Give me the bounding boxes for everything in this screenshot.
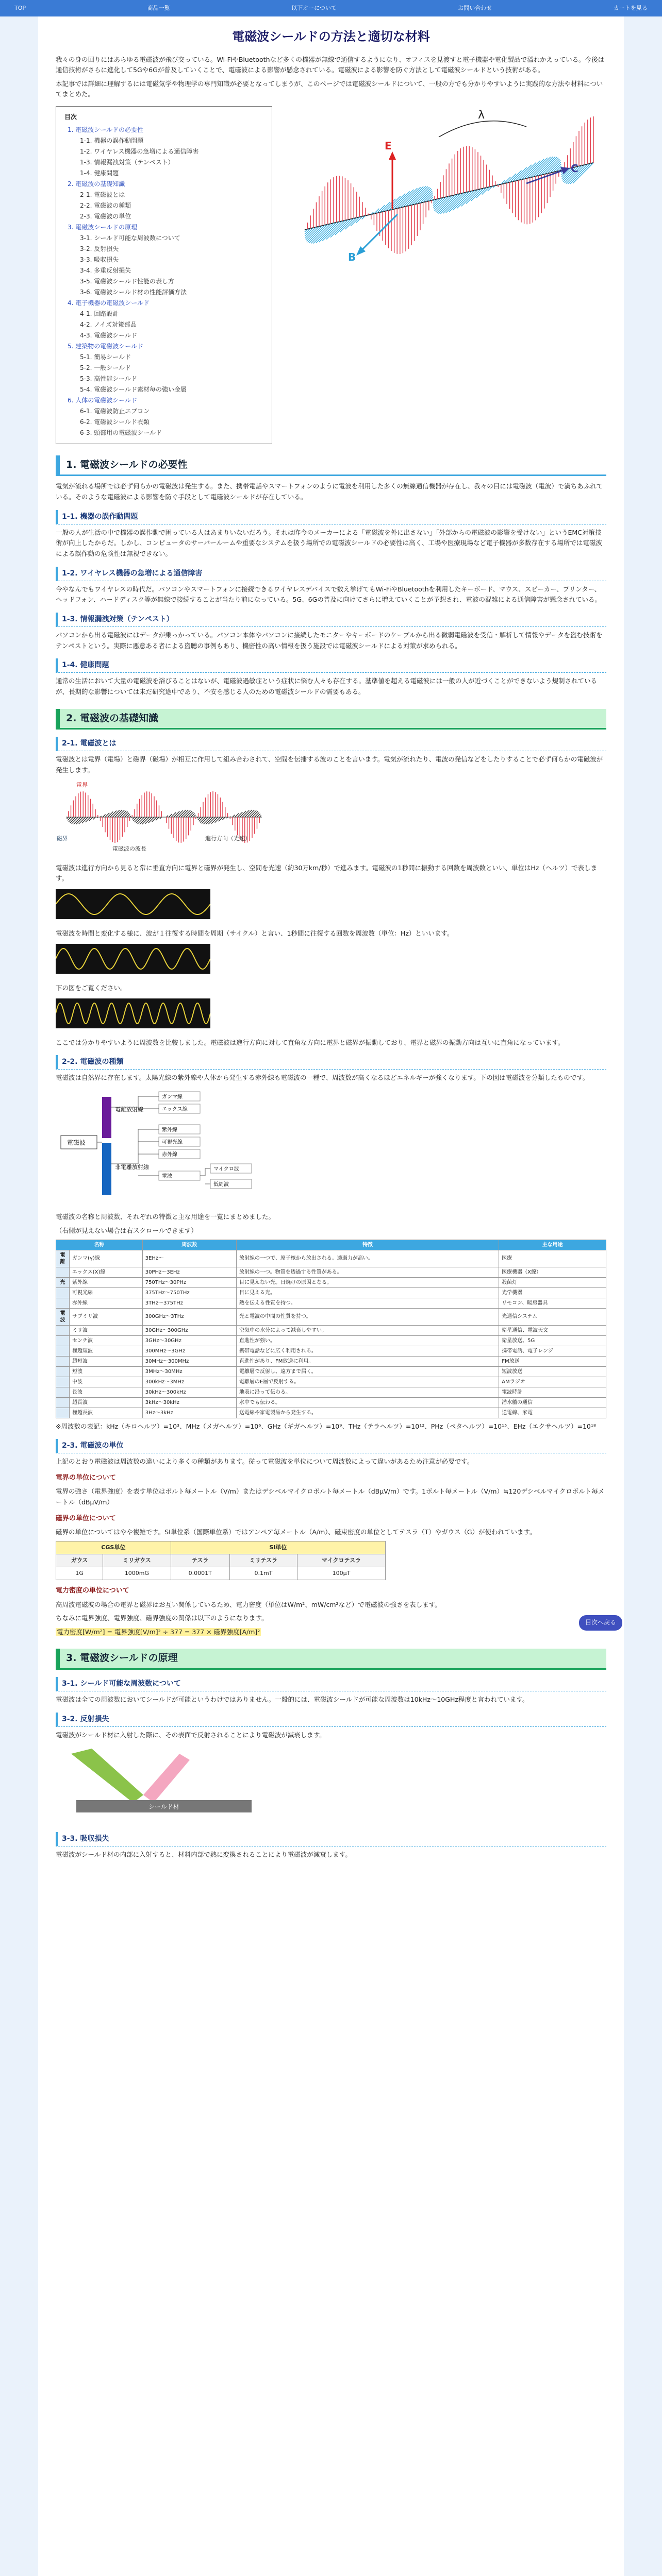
table-row: 電波 サブミリ波 300GHz〜3THz 光と電波の中間の性質を持つ。 光通信システム <box>56 1308 606 1325</box>
toc-item[interactable]: 2-3. 電磁波の単位 <box>80 213 131 221</box>
wave-sample-2 <box>56 944 210 974</box>
toc-item[interactable]: 6-2. 電磁波シールド衣類 <box>80 418 150 426</box>
subsection-body: パソコンから出る電磁波にはデータが乗っかっている。パソコン本体やパソコンに接続したモニターやキーボードのケーブルから出る微弱電磁波を受信・解析して情報やデータを盗む技術をテンペストという。実際に悪意ある者による盗聴の事例もあり、機密性の高い情報を扱う施設では電磁波シールドによる対策が求められる。 <box>56 631 603 650</box>
subsection-heading: 2-1. 電磁波とは <box>56 737 606 751</box>
article <box>38 16 624 2576</box>
svg-text:ガンマ線: ガンマ線 <box>162 1094 183 1100</box>
shield-label: シールド材 <box>148 1803 179 1811</box>
table-of-contents <box>56 106 272 444</box>
svg-text:マイクロ波: マイクロ波 <box>213 1166 239 1172</box>
unit-heading: 磁界の単位について <box>56 1514 116 1522</box>
toc-item[interactable]: 4-3. 電磁波シールド <box>80 332 137 340</box>
frequency-note: ※周波数の表記：kHz（キロヘルツ）=10³、MHz（メガヘルツ）=10⁶、GHz（ギガヘルツ）=10⁹、THz（テラヘルツ）=10¹²、PHz（ペタヘルツ）=10¹⁵、EHz（エクサヘルツ）=10¹⁸ <box>56 1422 596 1430</box>
subsection-heading: 3-3. 吸収損失 <box>56 1832 606 1846</box>
nav-contact[interactable]: お問い合わせ <box>458 4 492 11</box>
toc-item[interactable]: 6. 人体の電磁波シールド <box>68 397 138 404</box>
em-wave-diagram <box>56 778 272 856</box>
table-header: 名称 <box>56 1240 143 1250</box>
toc-item[interactable]: 3-4. 多重反射損失 <box>80 267 131 275</box>
paragraph: 磁界の単位についてはやや複雑です。SI単位系（国際単位系）ではアンペア毎メートル（A/m）、磁束密度の単位としてテスラ（T）やガウス（G）が使われています。 <box>56 1528 536 1536</box>
paragraph: 高周波電磁波の場合の電界と磁界はお互い関係しているため、電力密度（単位はW/m²、mW/cm²など）で電磁波の強さを表します。 <box>56 1600 441 1608</box>
subsection-heading: 3-1. シールド可能な周波数について <box>56 1677 606 1691</box>
intro-paragraph: 我々の身の回りにはあらゆる電磁波が飛び交っている。Wi-FiやBluetoothなど多くの機器が無線で通信するようになり、オフィスを見渡すと電子機器や電化製品で溢れかえっている。今後は通信技術がさらに進化して5Gや6Gが普及していくことで、電磁波による影響が懸念されている。電磁波による影響を防ぐ方法として電磁波シールドという技術がある。 <box>56 55 605 74</box>
paragraph: 電磁波を時間と変化する様に、波が１往復する時間を周期（サイクル）と言い、1秒間に往復する回数を周波数（単位：Hz）といいます。 <box>56 929 454 937</box>
subsection-heading: 3-2. 反射損失 <box>56 1713 606 1727</box>
reflection-diagram <box>56 1743 272 1821</box>
toc-item[interactable]: 4-2. ノイズ対策部品 <box>80 321 137 329</box>
em-wave-illustration <box>282 106 606 281</box>
toc-title: 目次 <box>64 113 77 121</box>
svg-text:低周波: 低周波 <box>213 1181 229 1188</box>
table-row: 赤外線 3THz〜375THz 熱を伝える性質を持つ。 リモコン、暖房器具 <box>56 1298 606 1308</box>
intro <box>56 55 606 100</box>
svg-text:電磁波: 電磁波 <box>67 1139 86 1146</box>
paragraph: 電磁波がシールド材に入射した際に、その表面で反射されることにより電磁波が減衰します。 <box>56 1731 326 1739</box>
paragraph: 電磁波は進行方向から見ると常に垂直方向に電界と磁界が発生し、空間を光速（約30万km/秒）で進みます。電磁波の1秒間に振動する回数を周波数といい、単位はHz（ヘルツ）で表します。 <box>56 863 597 883</box>
frequency-table <box>56 1240 606 1418</box>
toc-item[interactable]: 1. 電磁波シールドの必要性 <box>68 126 144 134</box>
table-row: 短波 3MHz〜30MHz 電離層で反射し、遠方まで届く。 短波放送 <box>56 1366 606 1377</box>
em-classification-tree <box>56 1087 262 1205</box>
toc-list <box>64 125 263 438</box>
formula: 電力密度[W/m²] = 電界強度[V/m]² ÷ 377 = 377 × 磁界強度[A/m]² <box>57 1628 260 1636</box>
table-header: 周波数 <box>142 1240 236 1250</box>
nav-about[interactable]: 以下オーについて <box>291 4 337 11</box>
toc-item[interactable]: 6-1. 電磁波防止エプロン <box>80 408 150 415</box>
paragraph: 電磁波の名称と周波数、それぞれの特徴と主な用途を一覧にまとめました。 <box>56 1213 275 1221</box>
svg-text:非電離放射線: 非電離放射線 <box>115 1163 149 1171</box>
toc-item[interactable]: 1-3. 情報漏洩対策（テンペスト） <box>80 159 174 166</box>
table-row: 極超長波 3Hz〜3kHz 送電線や家電製品から発生する。 送電線、家電 <box>56 1408 606 1418</box>
toc-item[interactable]: 1-1. 機器の誤作動問題 <box>80 137 144 145</box>
paragraph: 電磁波は自然界に存在します。太陽光線の紫外線や人体から発生する赤外線も電磁波の一種で、周波数が高くなるほどエネルギーが強くなります。下の図は電磁波を分類したものです。 <box>56 1074 589 1082</box>
section-3-heading: 3. 電磁波シールドの原理 <box>56 1649 606 1669</box>
magnetic-field-label: 磁界 <box>57 835 68 842</box>
toc-item[interactable]: 3-6. 電磁波シールド材の性能評価方法 <box>80 289 187 296</box>
toc-item[interactable]: 3-2. 反射損失 <box>80 245 119 253</box>
toc-item[interactable]: 3-5. 電磁波シールド性能の表し方 <box>80 278 174 285</box>
table-row: ミリ波 30GHz〜300GHz 空気中の水分によって減衰しやすい。 衛星通信、電波天文 <box>56 1325 606 1335</box>
section-2-heading: 2. 電磁波の基礎知識 <box>56 709 606 730</box>
svg-text:赤外線: 赤外線 <box>162 1151 177 1158</box>
toc-item[interactable]: 4. 電子機器の電磁波シールド <box>68 299 150 307</box>
toc-item[interactable]: 2-2. 電磁波の種類 <box>80 202 131 210</box>
unit-heading: 電界の単位について <box>56 1474 116 1482</box>
toc-item[interactable]: 5-2. 一般シールド <box>80 364 131 372</box>
toc-item[interactable]: 5. 建築物の電磁波シールド <box>68 343 144 350</box>
subsection-body: 今やなんでもワイヤレスの時代だ。パソコンやスマートフォンに接続できるワイヤレスデバイスで数え挙げてもWi-FiやBluetoothを利用したキーボード、マウス、スピーカー、プリンター、ヘッドフォン、ハードディスク等が無線で接続することが当たり前になっている。5G、6Gの普及に向けてさらに増えていくことが予想され、電波の混雑による通信障害が懸念されている。 <box>56 585 602 604</box>
toc-item[interactable]: 2-1. 電磁波とは <box>80 191 125 199</box>
toc-item[interactable]: 1-4. 健康問題 <box>80 170 119 177</box>
c-label: C <box>571 162 578 175</box>
toc-item[interactable]: 4-1. 回路設計 <box>80 310 119 318</box>
table-row: 超長波 3kHz〜30kHz 水中でも伝わる。 潜水艦の通信 <box>56 1397 606 1408</box>
table-header: 特徴 <box>236 1240 499 1250</box>
paragraph: ちなみに電界強度、電界強度、磁界強度の関係は以下のようになります。 <box>56 1614 268 1622</box>
toc-item[interactable]: 3-3. 吸収損失 <box>80 256 119 264</box>
table-row: 可視光線 375THz〜750THz 目に見える光。 光学機器 <box>56 1287 606 1298</box>
toc-item[interactable]: 3. 電磁波シールドの原理 <box>68 224 138 231</box>
table-row: 超短波 30MHz〜300MHz 直進性があり、FM放送に利用。 FM放送 <box>56 1356 606 1366</box>
svg-text:可視光線: 可視光線 <box>162 1139 183 1145</box>
electric-field-wave <box>305 116 593 254</box>
section-1-heading: 1. 電磁波シールドの必要性 <box>56 455 606 476</box>
unit-heading: 電力密度の単位について <box>56 1587 129 1595</box>
subsection-heading: 1-2. ワイヤレス機器の急増による通信障害 <box>56 567 606 581</box>
table-header: 主な用途 <box>499 1240 606 1250</box>
page-title: 電磁波シールドの方法と適切な材料 <box>232 29 430 44</box>
electric-field-label: 電界 <box>76 782 88 789</box>
toc-item[interactable]: 5-4. 電磁波シールド素材毎の強い金属 <box>80 386 187 394</box>
svg-text:エックス線: エックス線 <box>162 1106 188 1112</box>
direction-label: 進行方向（光速） <box>205 835 251 842</box>
subsection-body: 一般の人が生活の中で機器の誤作動で困っている人はあまりいないだろう。それは昨今のメーカーによる「電磁波を外に出さない」「外部からの電磁波の影響を受けない」というEMC対策技術が向上したからだ。しかし、コンピュータのサーバールームや重要なシステムを扱う場所での電磁波シールドの必要性は高く、工場や医療現場など電子機器が多数存在する場所では電磁波による誤作動の危険性は無視できない。 <box>56 528 602 558</box>
table-row: 光 紫外線 750THz〜30PHz 目に見えない光。日焼けの原因となる。 殺菌灯 <box>56 1277 606 1287</box>
magnetic-unit-table: CGS単位 SI単位 ガウス ミリガウス テスラ ミリテスラ マイクロテスラ 1G 1000mG 0.0001T 0.1mT 100μT <box>56 1541 386 1580</box>
wave-sample-3 <box>56 998 210 1028</box>
table-row: 電離 ガンマ(γ)線 3EHz〜 放射線の一つで、原子核から放出される。透過力が高い。 医療 <box>56 1250 606 1267</box>
subsection-body: 通常の生活において大量の電磁波を浴びることはないが、電磁波過敏症という症状に悩む人々も存在する。基準値を超える電磁波には一般の人が近づくことができないよう規制されているが、長期的な影響については未だ研究途中であり、不安を感じる人のための電磁波シールドの需要もある。 <box>56 677 598 696</box>
svg-text:電波: 電波 <box>162 1173 172 1179</box>
top-nav <box>0 0 662 16</box>
nav-top[interactable]: TOP <box>14 4 26 11</box>
wave-sample-1 <box>56 889 210 919</box>
toc-item[interactable]: 5-1. 簡易シールド <box>80 353 131 361</box>
table-row: 極超短波 300MHz〜3GHz 携帯電話などに広く利用される。 携帯電話、電子レンジ <box>56 1346 606 1356</box>
toc-item[interactable]: 2. 電磁波の基礎知識 <box>68 180 125 188</box>
paragraph: 下の図をご覧ください。 <box>56 984 127 992</box>
subsection-heading: 1-3. 情報漏洩対策（テンペスト） <box>56 613 606 627</box>
paragraph: 電界の強さ（電界強度）を表す単位はボルト毎メートル（V/m）またはデシベルマイクロボルト毎メートル（dBμV/m）です。1ボルト毎メートル（V/m）≒120デシベルマイクロボルト毎メートル（dBμV/m） <box>56 1487 605 1506</box>
e-label: E <box>385 140 392 152</box>
b-label: B <box>348 251 356 264</box>
toc-item[interactable]: 6-3. 頭部用の電磁波シールド <box>80 429 162 437</box>
intro-paragraph: 本記事では詳細に理解するには電磁気学や物理学の専門知識が必要となってしまうが、このページでは電磁波シールドについて、一般の方でも分かりやすいように実践的な方法や材料についてまとめた。 <box>56 79 603 98</box>
table-row: 長波 30kHz〜300kHz 地表に沿って伝わる。 電波時計 <box>56 1387 606 1397</box>
nav-cart[interactable]: カートを見る <box>613 4 648 11</box>
paragraph: 電磁波は全ての周波数においてシールドが可能というわけではありません。一般的には、電磁波シールドが可能な周波数は10kHz〜10GHz程度と言われています。 <box>56 1695 529 1703</box>
subsection-body: 電磁波とは電界（電場）と磁界（磁場）が相互に作用して組み合わされて、空間を伝播する波のことを言います。電気が流れたり、電波の発信などをしたりすることで必ず何らかの電磁波が発生します。 <box>56 755 603 774</box>
subsection-heading: 1-1. 機器の誤作動問題 <box>56 510 606 524</box>
subsection-heading: 2-2. 電磁波の種類 <box>56 1055 606 1070</box>
lambda-label: λ <box>478 109 485 122</box>
paragraph: 電磁波がシールド材の内部に入射すると、材料内部で熱に変換されることにより電磁波が減衰します。 <box>56 1850 352 1858</box>
nav-products[interactable]: 商品一覧 <box>147 4 170 11</box>
svg-text:紫外線: 紫外線 <box>162 1127 177 1133</box>
table-row: センチ波 3GHz〜30GHz 直進性が強い。 衛星放送、5G <box>56 1335 606 1346</box>
subsection-heading: 2-3. 電磁波の単位 <box>56 1439 606 1453</box>
toc-item[interactable]: 1-2. ワイヤレス機器の急増による通信障害 <box>80 148 199 156</box>
toc-item[interactable]: 5-3. 高性能シールド <box>80 375 137 383</box>
section-1-body: 電気が流れる場所では必ず何らかの電磁波は発生する。また、携帯電話やスマートフォンのように電波を利用した多くの無線通信機器が存在し、我々の目には電磁波（電波）で満ちあふれている。そのような電磁波による影響を防ぐ手段として電磁波シールドが存在している。 <box>56 482 603 501</box>
paragraph: （右側が見えない場合は右スクロールできます） <box>56 1227 197 1235</box>
paragraph: 上記のとおり電磁波は周波数の違いにより多くの種類があります。従って電磁波を単位について周波数によって違いがあるため注意が必要です。 <box>56 1458 474 1466</box>
table-row: エックス(X)線 30PHz〜3EHz 放射線の一つ。物質を透過する性質がある。 医療機器（X線） <box>56 1267 606 1277</box>
paragraph: ここでは分かりやすいように周波数を比較しました。電磁波は進行方向に対して直角な方向に電界と磁界が振動しており、電界と磁界の振動方向は互いに直角になっています。 <box>56 1038 565 1046</box>
back-to-toc-button[interactable]: 目次へ戻る <box>579 1615 622 1631</box>
toc-item[interactable]: 3-1. シールド可能な周波数について <box>80 234 180 242</box>
subsection-heading: 1-4. 健康問題 <box>56 658 606 673</box>
svg-text:電離放射線: 電離放射線 <box>115 1106 143 1113</box>
table-row: 中波 300kHz〜3MHz 電離層のE層で反射する。 AMラジオ <box>56 1377 606 1387</box>
wavelength-label: 電磁波の波長 <box>112 845 146 853</box>
